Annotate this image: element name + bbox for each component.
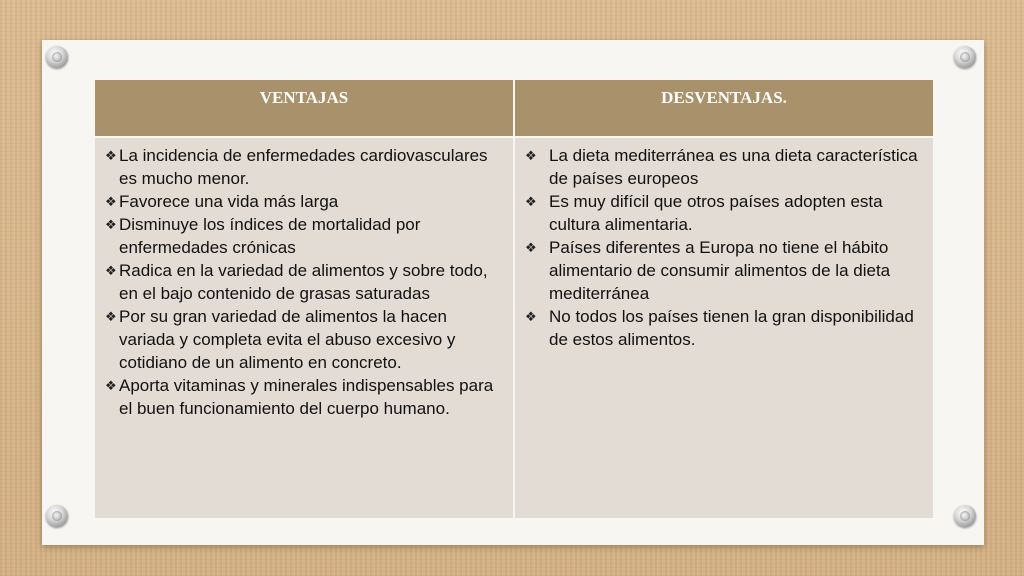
list-item: ❖ Aporta vitaminas y minerales indispensables para el buen funcionamiento del cuerpo humano. xyxy=(105,376,494,418)
diamond-bullet-icon: ❖ xyxy=(525,148,537,163)
list-item: ❖ La dieta mediterránea es una dieta característica de países europeos xyxy=(525,146,918,188)
header-ventajas: VENTAJAS xyxy=(95,80,513,136)
list-item: ❖ No todos los países tienen la gran disponibilidad de estos alimentos. xyxy=(525,307,914,349)
list-item: ❖ Radica en la variedad de alimentos y sobre todo, en el bajo contenido de grasas saturadas xyxy=(105,261,488,303)
comparison-table xyxy=(95,80,933,518)
list-item: ❖ Es muy difícil que otros países adopten esta cultura alimentaria. xyxy=(525,192,883,234)
advantages-cell xyxy=(95,138,513,518)
list-item: ❖ La incidencia de enfermedades cardiovasculares es mucho menor. xyxy=(105,146,488,188)
diamond-bullet-icon: ❖ xyxy=(525,240,537,255)
advantages-list xyxy=(105,144,505,420)
diamond-bullet-icon: ❖ xyxy=(105,217,117,232)
list-item: ❖ Países diferentes a Europa no tiene el hábito alimentario de consumir alimentos de la dieta mediterránea xyxy=(525,238,891,303)
disadvantages-list xyxy=(525,144,925,351)
diamond-bullet-icon: ❖ xyxy=(105,309,117,324)
pushpin-icon xyxy=(46,505,68,527)
disadvantages-cell xyxy=(515,138,933,518)
pushpin-icon xyxy=(46,46,68,68)
diamond-bullet-icon: ❖ xyxy=(525,309,537,324)
diamond-bullet-icon: ❖ xyxy=(105,194,117,209)
diamond-bullet-icon: ❖ xyxy=(525,194,537,209)
list-item: ❖ Por su gran variedad de alimentos la hacen variada y completa evita el abuso excesivo y cotidiano de un alimento en concreto. xyxy=(105,307,456,372)
diamond-bullet-icon: ❖ xyxy=(105,148,117,163)
pushpin-icon xyxy=(954,505,976,527)
list-item: ❖ Disminuye los índices de mortalidad por enfermedades crónicas xyxy=(105,215,421,257)
header-desventajas: DESVENTAJAS. xyxy=(515,80,933,136)
pushpin-icon xyxy=(954,46,976,68)
list-item: ❖ Favorece una vida más larga xyxy=(105,192,339,211)
diamond-bullet-icon: ❖ xyxy=(105,263,117,278)
diamond-bullet-icon: ❖ xyxy=(105,378,117,393)
